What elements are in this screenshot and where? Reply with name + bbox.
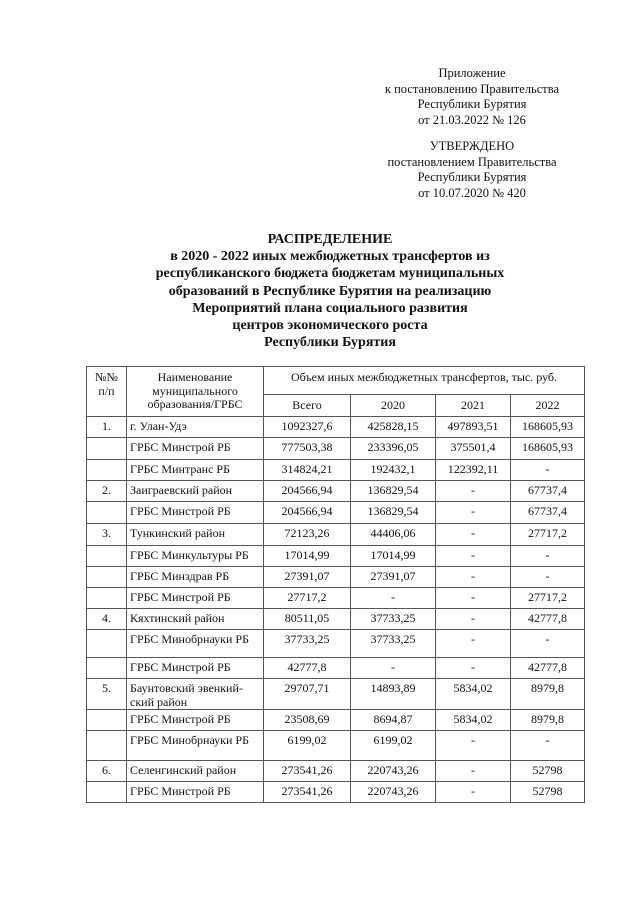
header-num: №№ п/п <box>87 367 127 417</box>
row-2021: - <box>436 588 511 609</box>
row-2020: - <box>351 658 436 679</box>
row-2020: 8694,87 <box>351 710 436 731</box>
row-total: 17014,99 <box>264 546 351 567</box>
row-name: ГРБС Минтранс РБ <box>127 460 264 481</box>
row-name: ГРБС Минстрой РБ <box>127 588 264 609</box>
row-2022: 52798 <box>511 761 585 782</box>
title-line: Мероприятий плана социального развития <box>192 300 468 316</box>
row-2020: 233396,05 <box>351 438 436 460</box>
approved-line: от 10.07.2020 № 420 <box>418 185 526 200</box>
header-2022: 2022 <box>511 395 585 417</box>
table-row <box>87 502 585 524</box>
table-row <box>87 679 585 710</box>
table-row <box>87 630 585 658</box>
table-row <box>87 567 585 588</box>
row-total: 6199,02 <box>264 731 351 761</box>
row-2022: 42777,8 <box>511 658 585 679</box>
row-2022: 27717,2 <box>511 524 585 546</box>
row-2021: - <box>436 761 511 782</box>
row-num: 6. <box>87 761 127 782</box>
row-2020: 37733,25 <box>351 630 436 658</box>
row-total: 1092327,6 <box>264 417 351 438</box>
row-2021: - <box>436 546 511 567</box>
row-num: 4. <box>87 609 127 630</box>
row-num <box>87 460 127 481</box>
header-2021: 2021 <box>436 395 511 417</box>
row-total: 72123,26 <box>264 524 351 546</box>
appendix-line: Приложение <box>438 66 506 80</box>
row-2021: - <box>436 782 511 803</box>
row-2020: 14893,89 <box>351 679 436 710</box>
header-2020: 2020 <box>351 395 436 417</box>
row-name: ГРБС Минстрой РБ <box>127 710 264 731</box>
row-2021: - <box>436 630 511 658</box>
row-2020: 136829,54 <box>351 502 436 524</box>
row-2020: 44406,06 <box>351 524 436 546</box>
row-total: 273541,26 <box>264 761 351 782</box>
row-2020: 6199,02 <box>351 731 436 761</box>
header-total: Всего <box>264 395 351 417</box>
appendix-line: от 21.03.2022 № 126 <box>418 112 526 127</box>
row-2022: - <box>511 567 585 588</box>
header-name: Наименование муниципального образования/ГРБС <box>127 367 264 417</box>
row-num: 5. <box>87 679 127 710</box>
row-total: 204566,94 <box>264 481 351 502</box>
row-2020: 220743,26 <box>351 761 436 782</box>
row-name: ГРБС Минобрнауки РБ <box>127 731 264 761</box>
title-line: РАСПРЕДЕЛЕНИЕ <box>267 232 393 247</box>
row-num: 1. <box>87 417 127 438</box>
table-row <box>87 658 585 679</box>
row-total: 80511,05 <box>264 609 351 630</box>
row-name: ГРБС Минкультуры РБ <box>127 546 264 567</box>
appendix-line: Республики Бурятия <box>417 97 527 111</box>
table-row <box>87 710 585 731</box>
table-body <box>87 417 585 803</box>
row-total: 27717,2 <box>264 588 351 609</box>
row-name: ГРБС Минстрой РБ <box>127 658 264 679</box>
title-line: Республики Бурятия <box>264 335 396 351</box>
row-num <box>87 782 127 803</box>
row-2022: 8979,8 <box>511 679 585 710</box>
row-2020: 27391,07 <box>351 567 436 588</box>
distribution-table <box>86 366 585 803</box>
row-2021: - <box>436 731 511 761</box>
table-row <box>87 609 585 630</box>
row-2021: - <box>436 567 511 588</box>
table-row <box>87 546 585 567</box>
row-num: 2. <box>87 481 127 502</box>
row-2020: 136829,54 <box>351 481 436 502</box>
row-total: 42777,8 <box>264 658 351 679</box>
row-2020: 17014,99 <box>351 546 436 567</box>
row-2021: 497893,51 <box>436 417 511 438</box>
approved-line: УТВЕРЖДЕНО <box>429 139 515 153</box>
row-total: 29707,71 <box>264 679 351 710</box>
row-2022: 27717,2 <box>511 588 585 609</box>
row-name: Кяхтинский район <box>127 609 264 630</box>
row-2022: 67737,4 <box>511 481 585 502</box>
row-num <box>87 546 127 567</box>
document-title <box>80 231 580 351</box>
appendix-block <box>372 66 572 128</box>
row-2021: - <box>436 658 511 679</box>
approved-line: постановлением Правительства <box>387 154 557 169</box>
appendix-line: к постановлению Правительства <box>384 81 560 96</box>
row-2020: - <box>351 588 436 609</box>
table-row <box>87 782 585 803</box>
row-2022: - <box>511 460 585 481</box>
row-2021: - <box>436 481 511 502</box>
table-row <box>87 417 585 438</box>
row-name: Тункинский район <box>127 524 264 546</box>
row-2022: - <box>511 630 585 658</box>
row-num <box>87 731 127 761</box>
table-row <box>87 460 585 481</box>
row-2022: 168605,93 <box>511 417 585 438</box>
row-2021: - <box>436 524 511 546</box>
row-name: ГРБС Минстрой РБ <box>127 502 264 524</box>
row-num <box>87 588 127 609</box>
row-num <box>87 710 127 731</box>
row-2021: 375501,4 <box>436 438 511 460</box>
row-2021: 5834,02 <box>436 710 511 731</box>
row-name: ГРБС Минобрнауки РБ <box>127 630 264 658</box>
row-name: ГРБС Минстрой РБ <box>127 782 264 803</box>
row-2022: 42777,8 <box>511 609 585 630</box>
row-num <box>87 502 127 524</box>
table-row <box>87 731 585 761</box>
table-row <box>87 761 585 782</box>
row-name: ГРБС Минстрой РБ <box>127 438 264 460</box>
row-name: Заиграевский район <box>127 481 264 502</box>
row-2021: 122392,11 <box>436 460 511 481</box>
row-total: 27391,07 <box>264 567 351 588</box>
row-name: г. Улан-Удэ <box>127 417 264 438</box>
table-row <box>87 524 585 546</box>
row-2020: 192432,1 <box>351 460 436 481</box>
row-num <box>87 630 127 658</box>
row-name: ГРБС Минздрав РБ <box>127 567 264 588</box>
row-total: 314824,21 <box>264 460 351 481</box>
row-2022: 8979,8 <box>511 710 585 731</box>
title-line: в 2020 - 2022 иных межбюджетных трансфертов из <box>170 249 490 265</box>
row-2022: - <box>511 731 585 761</box>
approved-block <box>370 139 574 201</box>
row-2020: 37733,25 <box>351 609 436 630</box>
row-total: 23508,69 <box>264 710 351 731</box>
table-row <box>87 588 585 609</box>
row-total: 777503,38 <box>264 438 351 460</box>
title-line: республиканского бюджета бюджетам муниципальных <box>155 266 505 282</box>
table-row <box>87 438 585 460</box>
row-2022: 67737,4 <box>511 502 585 524</box>
row-num <box>87 567 127 588</box>
title-line: центров экономического роста <box>232 318 428 334</box>
row-2020: 220743,26 <box>351 782 436 803</box>
row-num <box>87 438 127 460</box>
row-num: 3. <box>87 524 127 546</box>
row-2020: 425828,15 <box>351 417 436 438</box>
row-2022: 52798 <box>511 782 585 803</box>
approved-line: Республики Бурятия <box>417 170 527 184</box>
row-total: 37733,25 <box>264 630 351 658</box>
row-2021: 5834,02 <box>436 679 511 710</box>
row-name: Селенгинский район <box>127 761 264 782</box>
row-2022: - <box>511 546 585 567</box>
row-num <box>87 658 127 679</box>
row-2021: - <box>436 502 511 524</box>
row-2021: - <box>436 609 511 630</box>
header-volume: Объем иных межбюджетных трансфертов, тыс. руб. <box>264 367 585 395</box>
row-total: 273541,26 <box>264 782 351 803</box>
row-name: Баунтовский эвенкий-ский район <box>127 679 264 710</box>
row-2022: 168605,93 <box>511 438 585 460</box>
title-line: образований в Республике Бурятия на реализацию <box>168 283 492 299</box>
table-row <box>87 481 585 502</box>
row-total: 204566,94 <box>264 502 351 524</box>
